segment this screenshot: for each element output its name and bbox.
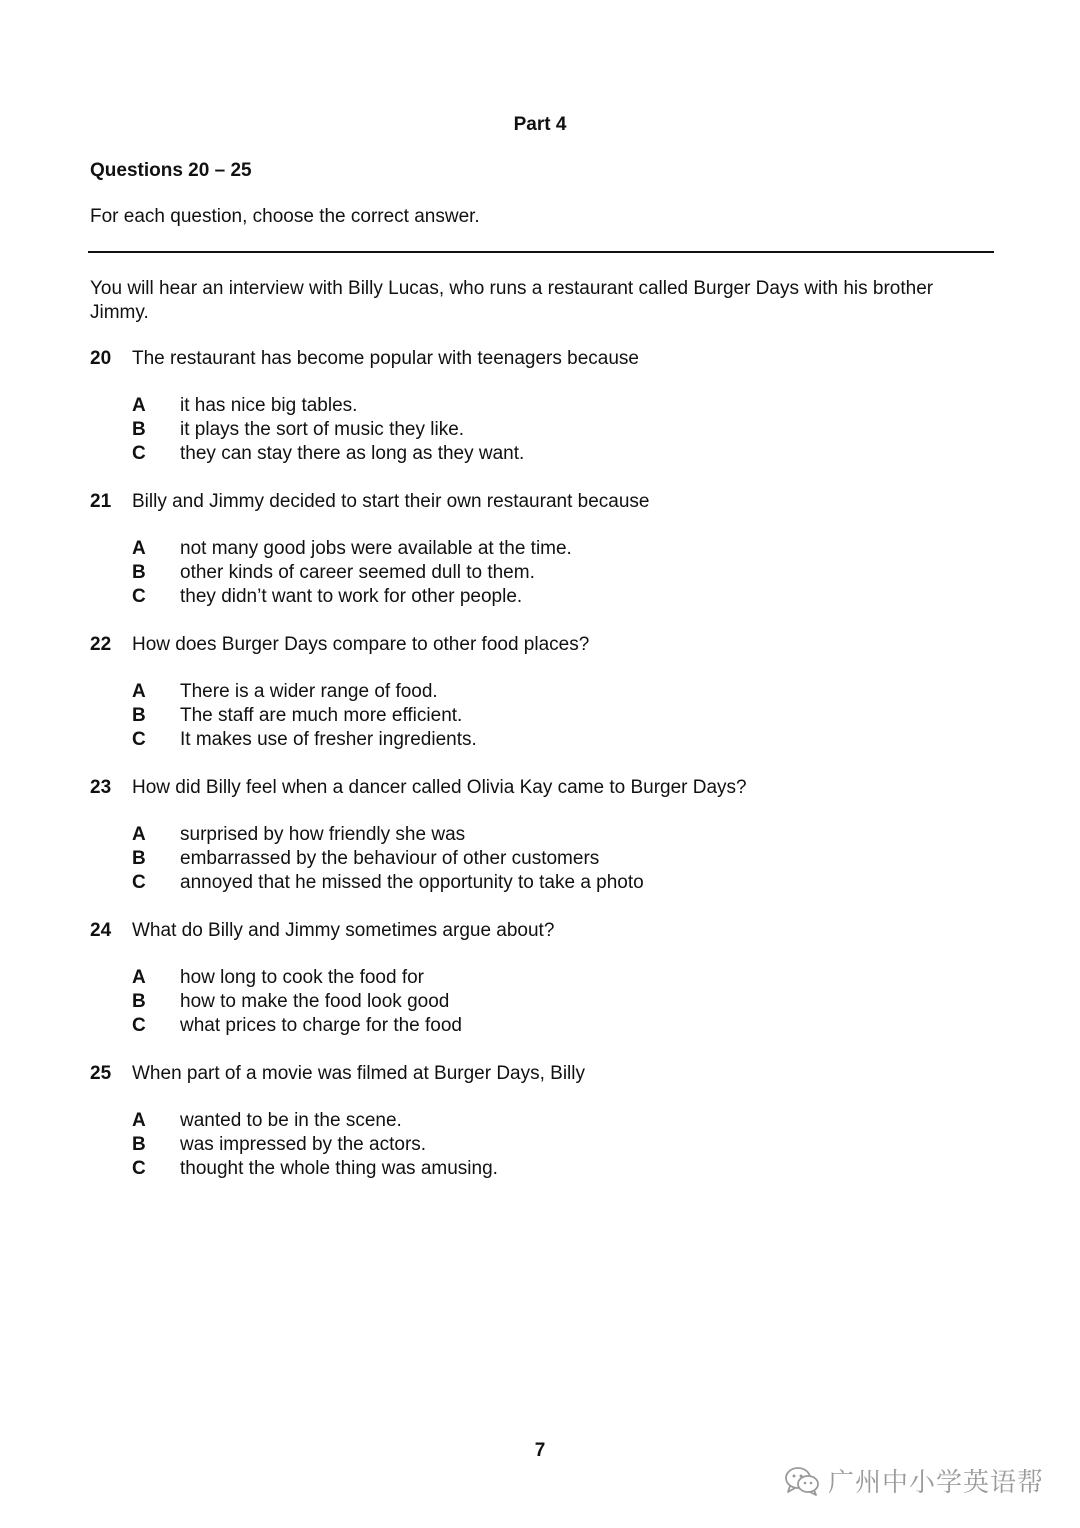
option-letter: C [132,586,146,607]
question-number: 22 [90,634,112,655]
option-text: other kinds of career seemed dull to them. [180,562,535,583]
watermark-text: 广州中小学英语帮 [828,1468,1045,1498]
option-item [132,966,932,990]
option-text: was impressed by the actors. [180,1134,427,1155]
question-number: 25 [90,1063,112,1084]
option-letter: A [132,395,146,416]
option-text: they can stay there as long as they want. [180,443,525,464]
question-text: When part of a movie was filmed at Burger Days, Billy [132,1063,586,1084]
question-item [90,347,990,490]
option-letter: C [132,1015,146,1036]
option-letter: C [132,729,146,750]
option-text: The staff are much more efficient. [180,705,463,726]
option-letter: C [132,1158,146,1179]
option-item [132,561,932,585]
option-item [132,394,932,418]
option-list [132,823,932,895]
option-item [132,1014,932,1038]
question-text: The restaurant has become popular with teenagers because [132,348,639,369]
option-item [132,585,932,609]
option-item [132,823,932,847]
option-letter: C [132,443,146,464]
option-text: it has nice big tables. [180,395,358,416]
option-text: it plays the sort of music they like. [180,419,465,440]
option-list [132,1109,932,1181]
option-letter: B [132,991,146,1012]
option-letter: B [132,848,146,869]
question-text: Billy and Jimmy decided to start their own restaurant because [132,491,650,512]
option-text: thought the whole thing was amusing. [180,1158,498,1179]
option-list [132,537,932,609]
option-text: what prices to charge for the food [180,1015,462,1036]
question-number: 23 [90,777,112,798]
question-number: 20 [90,348,112,369]
intro-text: You will hear an interview with Billy Lucas, who runs a restaurant called Burger Days with his brother Jimmy. [90,278,934,323]
watermark [784,1462,1044,1499]
question-item [90,919,990,1062]
option-text: not many good jobs were available at the time. [180,538,572,559]
option-item [132,680,932,704]
part-title: Part 4 [513,114,567,135]
question-item [90,776,990,919]
option-letter: B [132,705,146,726]
option-item [132,1157,932,1181]
questions-range-heading: Questions 20 – 25 [90,160,252,181]
question-list [90,347,990,1205]
section-divider [88,251,994,253]
option-list [132,966,932,1038]
option-list [132,394,932,466]
option-text: how long to cook the food for [180,967,424,988]
option-item [132,1133,932,1157]
option-text: they didn’t want to work for other people. [180,586,523,607]
question-item [90,1062,990,1205]
option-item [132,847,932,871]
option-letter: B [132,419,146,440]
page-number: 7 [534,1440,546,1461]
option-text: embarrassed by the behaviour of other customers [180,848,600,869]
option-letter: B [132,562,146,583]
option-item [132,704,932,728]
question-text: What do Billy and Jimmy sometimes argue about? [132,920,555,941]
question-number: 24 [90,920,112,941]
question-number: 21 [90,491,112,512]
option-text: There is a wider range of food. [180,681,438,702]
option-item [132,442,932,466]
option-item [132,1109,932,1133]
option-text: annoyed that he missed the opportunity to take a photo [180,872,644,893]
option-letter: A [132,824,146,845]
option-letter: B [132,1134,146,1155]
option-letter: A [132,538,146,559]
wechat-icon [784,1466,820,1496]
instruction-text: For each question, choose the correct answer. [90,206,480,227]
question-text: How did Billy feel when a dancer called Olivia Kay came to Burger Days? [132,777,747,798]
option-letter: C [132,872,146,893]
option-item [132,418,932,442]
option-item [132,537,932,561]
option-letter: A [132,1110,146,1131]
option-text: surprised by how friendly she was [180,824,466,845]
question-item [90,633,990,776]
option-item [132,990,932,1014]
option-item [132,728,932,752]
option-item [132,871,932,895]
option-letter: A [132,681,146,702]
question-item [90,490,990,633]
question-text: How does Burger Days compare to other food places? [132,634,590,655]
option-text: how to make the food look good [180,991,450,1012]
option-letter: A [132,967,146,988]
option-text: wanted to be in the scene. [180,1110,402,1131]
option-list [132,680,932,752]
option-text: It makes use of fresher ingredients. [180,729,477,750]
